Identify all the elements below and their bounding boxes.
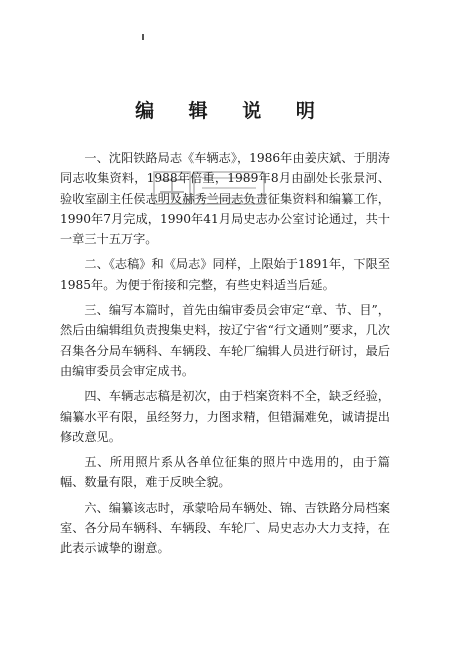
paragraph-6: 六、编纂该志时，承蒙哈局车辆处、锦、吉铁路分局档案室、各分局车辆科、车辆段、车轮厂、局史志办大力支持，在此表示诚挚的谢意。 [60, 500, 390, 556]
page-title: 编 辑 说 明 [135, 100, 329, 122]
paragraph-3: 三、编写本篇时，首先由编审委员会审定“章、节、目”，然后由编辑组负责搜集史料，按辽宁省“行文通则”要求，几次召集各分局车辆科、车辆段、车轮厂编辑人员进行研讨，最后由编审委员会审定成书。 [60, 303, 390, 378]
paragraph-1: 一、沈阳铁路局志《车辆志》，1986年由姜庆斌、于朋涛同志收集资料，1988年倍重，1989年8月由副处长张景河、验收室副主任侯志明及赫秀兰同志负责征集资料和编纂工作，1990年7月完成，1990年41月局史志办公室讨论通过，共十一章三十五万字。 [60, 151, 390, 247]
paragraph-4: 四、车辆志志稿是初次，由于档案资料不全，缺乏经验，编纂水平有限，虽经努力，力图求精，但错漏难免，诚请提出修改意见。 [60, 389, 390, 444]
paragraph-5: 五、所用照片系从各单位征集的照片中选用的，由于篇幅、数量有限，难于反映全貌。 [60, 455, 390, 490]
paragraph-2: 二、《志稿》和《局志》同样，上限始于1891年，下限至1985年。为便于衔接和完整，有些史料适当后延。 [60, 257, 390, 292]
scan-mark [142, 34, 144, 40]
